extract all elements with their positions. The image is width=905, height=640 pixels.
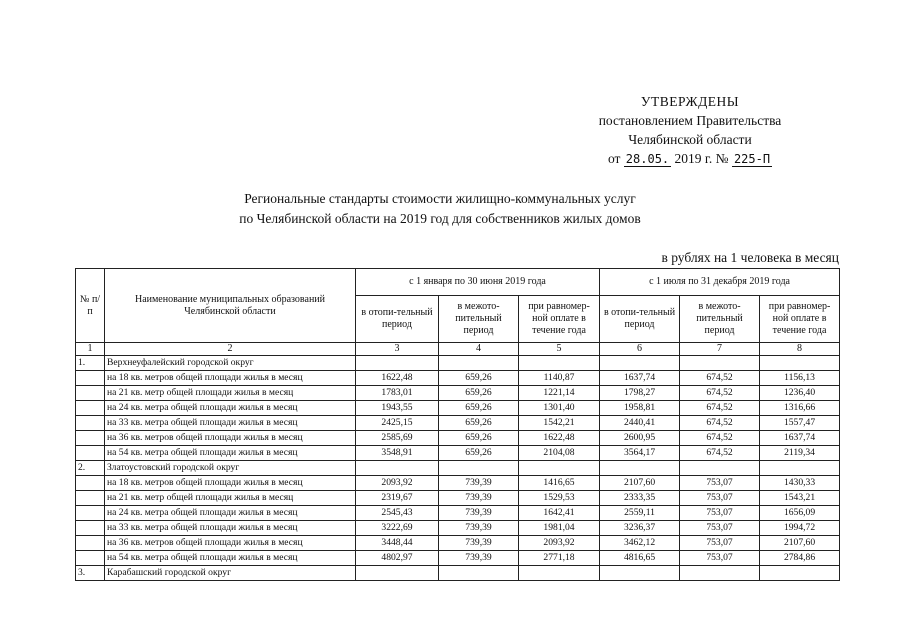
header-p2-heating: в отопи-тельный период xyxy=(600,296,680,343)
value-cell: 3548,91 xyxy=(356,446,439,461)
header-period-1: с 1 января по 30 июня 2019 года xyxy=(356,269,600,296)
group-name: Карабашский городской округ xyxy=(105,566,356,581)
value-cell: 2093,92 xyxy=(356,476,439,491)
empty-cell xyxy=(760,566,840,581)
empty-cell xyxy=(600,461,680,476)
empty-cell xyxy=(76,521,105,536)
header-p1-heating: в отопи-тельный период xyxy=(356,296,439,343)
area-label: на 54 кв. метра общей площади жилья в месяц xyxy=(105,551,356,566)
value-cell: 2771,18 xyxy=(519,551,600,566)
group-name: Верхнеуфалейский городской округ xyxy=(105,356,356,371)
value-cell: 1543,21 xyxy=(760,491,840,506)
empty-cell xyxy=(356,566,439,581)
value-cell: 1981,04 xyxy=(519,521,600,536)
group-row xyxy=(76,566,840,581)
value-cell: 2425,15 xyxy=(356,416,439,431)
title-line-1: Региональные стандарты стоимости жилищно-коммунальных услуг xyxy=(244,191,636,206)
value-cell: 1416,65 xyxy=(519,476,600,491)
area-label: на 24 кв. метра общей площади жилья в месяц xyxy=(105,401,356,416)
empty-cell xyxy=(76,536,105,551)
date-value: 28.05. xyxy=(625,152,670,166)
column-number: 8 xyxy=(760,343,840,356)
value-cell: 2333,35 xyxy=(600,491,680,506)
column-number: 7 xyxy=(680,343,760,356)
date-prefix: от xyxy=(607,151,621,166)
header-p2-non-heating: в межото-пительный период xyxy=(680,296,760,343)
approval-date-line xyxy=(560,149,820,168)
empty-cell xyxy=(76,446,105,461)
column-number: 1 xyxy=(76,343,105,356)
document-title xyxy=(160,189,720,229)
value-cell: 3222,69 xyxy=(356,521,439,536)
empty-cell xyxy=(76,491,105,506)
area-label: на 21 кв. метр общей площади жилья в месяц xyxy=(105,491,356,506)
value-cell: 2104,08 xyxy=(519,446,600,461)
column-number: 6 xyxy=(600,343,680,356)
table-row xyxy=(76,416,840,431)
value-cell: 2107,60 xyxy=(760,536,840,551)
empty-cell xyxy=(76,416,105,431)
approval-line-2: Челябинской области xyxy=(628,132,752,147)
value-cell: 1943,55 xyxy=(356,401,439,416)
value-cell: 1156,13 xyxy=(760,371,840,386)
value-cell: 1783,01 xyxy=(356,386,439,401)
value-cell: 659,26 xyxy=(439,416,519,431)
approval-line-1: постановлением Правительства xyxy=(598,113,782,128)
value-cell: 1140,87 xyxy=(519,371,600,386)
approval-heading: УТВЕРЖДЕНЫ xyxy=(640,94,740,109)
header-period-2: с 1 июля по 31 декабря 2019 года xyxy=(600,269,840,296)
decree-number: 225-П xyxy=(733,152,771,166)
value-cell: 1301,40 xyxy=(519,401,600,416)
empty-cell xyxy=(519,356,600,371)
empty-cell xyxy=(76,431,105,446)
header-p1-uniform: при равномер-ной оплате в течение года xyxy=(519,296,600,343)
empty-cell xyxy=(76,551,105,566)
value-cell: 1316,66 xyxy=(760,401,840,416)
empty-cell xyxy=(439,566,519,581)
value-cell: 739,39 xyxy=(439,536,519,551)
empty-cell xyxy=(760,356,840,371)
value-cell: 2545,43 xyxy=(356,506,439,521)
empty-cell xyxy=(76,506,105,521)
area-label: на 21 кв. метр общей площади жилья в месяц xyxy=(105,386,356,401)
empty-cell xyxy=(760,461,840,476)
value-cell: 1994,72 xyxy=(760,521,840,536)
area-label: на 18 кв. метров общей площади жилья в месяц xyxy=(105,476,356,491)
area-label: на 18 кв. метров общей площади жилья в месяц xyxy=(105,371,356,386)
value-cell: 739,39 xyxy=(439,476,519,491)
value-cell: 3448,44 xyxy=(356,536,439,551)
value-cell: 1622,48 xyxy=(519,431,600,446)
value-cell: 739,39 xyxy=(439,551,519,566)
group-index: 1. xyxy=(76,356,105,371)
empty-cell xyxy=(356,461,439,476)
group-name: Златоустовский городской округ xyxy=(105,461,356,476)
area-label: на 33 кв. метра общей площади жилья в месяц xyxy=(105,416,356,431)
column-number: 3 xyxy=(356,343,439,356)
value-cell: 2440,41 xyxy=(600,416,680,431)
empty-cell xyxy=(76,401,105,416)
value-cell: 674,52 xyxy=(680,386,760,401)
header-municipality: Наименование муниципальных образований Челябинской области xyxy=(105,269,356,343)
value-cell: 1236,40 xyxy=(760,386,840,401)
table-row xyxy=(76,491,840,506)
table-body xyxy=(76,356,840,581)
value-cell: 674,52 xyxy=(680,401,760,416)
title-line-2: по Челябинской области на 2019 год для собственников жилых домов xyxy=(239,211,641,226)
group-row xyxy=(76,356,840,371)
value-cell: 739,39 xyxy=(439,491,519,506)
empty-cell xyxy=(356,356,439,371)
value-cell: 2319,67 xyxy=(356,491,439,506)
empty-cell xyxy=(439,461,519,476)
value-cell: 2585,69 xyxy=(356,431,439,446)
value-cell: 659,26 xyxy=(439,371,519,386)
value-cell: 659,26 xyxy=(439,386,519,401)
area-label: на 33 кв. метра общей площади жилья в месяц xyxy=(105,521,356,536)
header-p1-non-heating: в межото-пительный период xyxy=(439,296,519,343)
table-row xyxy=(76,446,840,461)
value-cell: 753,07 xyxy=(680,491,760,506)
table-row xyxy=(76,401,840,416)
value-cell: 2784,86 xyxy=(760,551,840,566)
value-cell: 1557,47 xyxy=(760,416,840,431)
value-cell: 674,52 xyxy=(680,446,760,461)
value-cell: 659,26 xyxy=(439,446,519,461)
value-cell: 2119,34 xyxy=(760,446,840,461)
value-cell: 1529,53 xyxy=(519,491,600,506)
value-cell: 739,39 xyxy=(439,506,519,521)
value-cell: 2093,92 xyxy=(519,536,600,551)
date-suffix: 2019 г. № xyxy=(674,151,729,166)
table-row xyxy=(76,506,840,521)
value-cell: 1430,33 xyxy=(760,476,840,491)
value-cell: 1637,74 xyxy=(600,371,680,386)
table-row xyxy=(76,551,840,566)
area-label: на 24 кв. метра общей площади жилья в месяц xyxy=(105,506,356,521)
value-cell: 753,07 xyxy=(680,521,760,536)
value-cell: 1798,27 xyxy=(600,386,680,401)
table-row xyxy=(76,536,840,551)
area-label: на 36 кв. метров общей площади жилья в месяц xyxy=(105,431,356,446)
value-cell: 739,39 xyxy=(439,521,519,536)
empty-cell xyxy=(680,461,760,476)
header-p2-uniform: при равномер-ной оплате в течение года xyxy=(760,296,840,343)
group-index: 2. xyxy=(76,461,105,476)
standards-table xyxy=(75,268,840,581)
value-cell: 4802,97 xyxy=(356,551,439,566)
empty-cell xyxy=(680,566,760,581)
table-row xyxy=(76,431,840,446)
value-cell: 1656,09 xyxy=(760,506,840,521)
column-number: 5 xyxy=(519,343,600,356)
value-cell: 2107,60 xyxy=(600,476,680,491)
value-cell: 659,26 xyxy=(439,401,519,416)
empty-cell xyxy=(439,356,519,371)
table-row xyxy=(76,371,840,386)
area-label: на 54 кв. метра общей площади жилья в месяц xyxy=(105,446,356,461)
empty-cell xyxy=(76,386,105,401)
value-cell: 674,52 xyxy=(680,416,760,431)
table-row xyxy=(76,521,840,536)
empty-cell xyxy=(76,476,105,491)
value-cell: 753,07 xyxy=(680,506,760,521)
value-cell: 1542,21 xyxy=(519,416,600,431)
value-cell: 2600,95 xyxy=(600,431,680,446)
area-label: на 36 кв. метров общей площади жилья в месяц xyxy=(105,536,356,551)
value-cell: 674,52 xyxy=(680,431,760,446)
header-number: № п/п xyxy=(76,269,105,343)
empty-cell xyxy=(600,356,680,371)
value-cell: 753,07 xyxy=(680,536,760,551)
table-row xyxy=(76,386,840,401)
group-row xyxy=(76,461,840,476)
value-cell: 1221,14 xyxy=(519,386,600,401)
value-cell: 4816,65 xyxy=(600,551,680,566)
value-cell: 3236,37 xyxy=(600,521,680,536)
value-cell: 2559,11 xyxy=(600,506,680,521)
value-cell: 3462,12 xyxy=(600,536,680,551)
empty-cell xyxy=(680,356,760,371)
value-cell: 659,26 xyxy=(439,431,519,446)
group-index: 3. xyxy=(76,566,105,581)
value-cell: 753,07 xyxy=(680,476,760,491)
approval-block xyxy=(560,92,820,168)
value-cell: 1637,74 xyxy=(760,431,840,446)
empty-cell xyxy=(519,566,600,581)
empty-cell xyxy=(600,566,680,581)
value-cell: 3564,17 xyxy=(600,446,680,461)
column-number: 2 xyxy=(105,343,356,356)
value-cell: 1958,81 xyxy=(600,401,680,416)
value-cell: 1622,48 xyxy=(356,371,439,386)
value-cell: 1642,41 xyxy=(519,506,600,521)
value-cell: 674,52 xyxy=(680,371,760,386)
unit-note: в рублях на 1 человека в месяц xyxy=(661,250,839,265)
table-row xyxy=(76,476,840,491)
empty-cell xyxy=(519,461,600,476)
column-number: 4 xyxy=(439,343,519,356)
empty-cell xyxy=(76,371,105,386)
value-cell: 753,07 xyxy=(680,551,760,566)
